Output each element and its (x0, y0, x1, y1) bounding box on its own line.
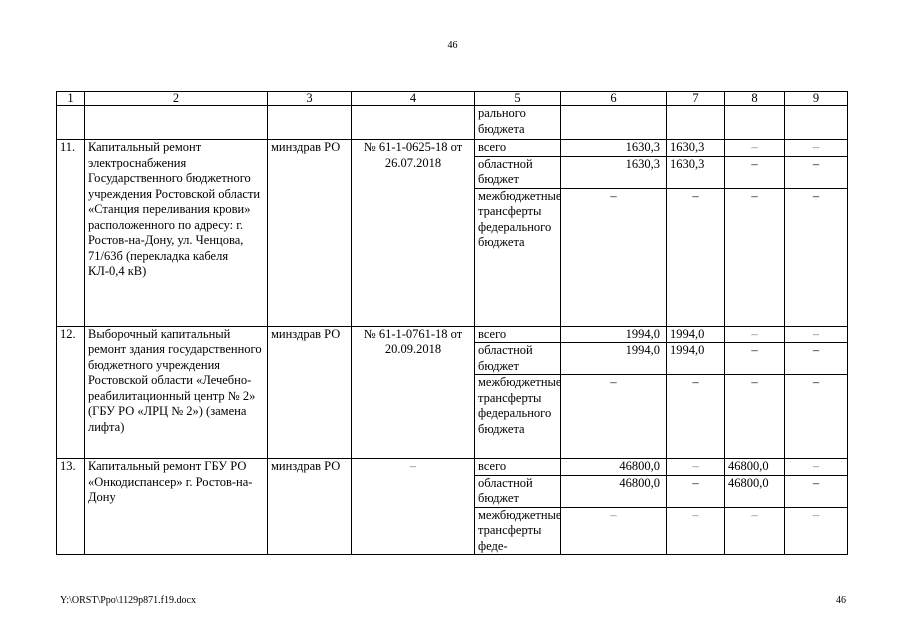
value-cell: – (667, 475, 725, 507)
value-cell: – (785, 343, 848, 375)
value-cell: – (785, 188, 848, 326)
header-row (57, 92, 848, 106)
value-cell: – (725, 375, 785, 459)
kind-cell: областной бюджет (475, 475, 561, 507)
kind-cell: всего (475, 140, 561, 157)
value-cell: – (725, 343, 785, 375)
value-cell: – (785, 475, 848, 507)
footer-file-path: Y:\ORST\Ppo\1129p871.f19.docx (60, 595, 196, 606)
value-cell: 1630,3 (667, 156, 725, 188)
value-cell: – (785, 375, 848, 459)
expertise-doc: – (352, 459, 475, 555)
value-cell: 1994,0 (667, 326, 725, 343)
value-cell: 1994,0 (561, 343, 667, 375)
value-cell: – (667, 459, 725, 476)
value-cell: – (667, 507, 725, 555)
expertise-doc: № 61-1-0625-18 от 26.07.2018 (352, 140, 475, 327)
value-cell: – (725, 326, 785, 343)
header-cell: 7 (667, 92, 725, 106)
object-name: Капитальный ремонт электроснабжения Государственного бюджетного учреждения Ростовской области «Станция переливания крови» расположенного по адресу: г. Ростов-на-Дону, ул. Ченцова, 71/63б (перекладка кабеля КЛ-0,4 кВ) (85, 140, 268, 327)
value-cell: – (725, 188, 785, 326)
kind-cell: всего (475, 459, 561, 476)
kind-cell: областной бюджет (475, 343, 561, 375)
footer-page-number: 46 (836, 595, 846, 606)
value-cell: 1630,3 (561, 156, 667, 188)
value-cell: – (785, 326, 848, 343)
value-cell: – (561, 188, 667, 326)
header-cell: 9 (785, 92, 848, 106)
value-cell: 46800,0 (725, 459, 785, 476)
table-row (57, 326, 848, 343)
object-name: Выборочный капитальный ремонт здания государственного бюджетного учреждения Ростовской области «Лечебно-реабилитационный центр № 2» (ГБУ РО «ЛРЦ № 2») (замена лифта) (85, 326, 268, 459)
financing-table (56, 91, 848, 555)
header-cell: 1 (57, 92, 85, 106)
row-number: 12. (57, 326, 85, 459)
value-cell: – (785, 507, 848, 555)
customer: минздрав РО (268, 459, 352, 555)
kind-cell: областной бюджет (475, 156, 561, 188)
value-cell: – (667, 375, 725, 459)
table-row (57, 140, 848, 157)
row-number: 11. (57, 140, 85, 327)
header-cell: 6 (561, 92, 667, 106)
kind-cell: межбюджетные трансферты феде- (475, 507, 561, 555)
value-cell: 1994,0 (667, 343, 725, 375)
expertise-doc: № 61-1-0761-18 от 20.09.2018 (352, 326, 475, 459)
value-cell: – (561, 375, 667, 459)
value-cell: 1994,0 (561, 326, 667, 343)
customer: минздрав РО (268, 140, 352, 327)
value-cell: – (725, 156, 785, 188)
header-cell: 4 (352, 92, 475, 106)
kind-cell: межбюджетные трансферты федерального бюджета (475, 375, 561, 459)
value-cell: – (725, 507, 785, 555)
kind-cell: рального бюджета (475, 106, 561, 140)
value-cell: 46800,0 (561, 459, 667, 476)
value-cell: – (561, 507, 667, 555)
header-cell: 3 (268, 92, 352, 106)
customer: минздрав РО (268, 326, 352, 459)
value-cell: – (785, 140, 848, 157)
kind-cell: всего (475, 326, 561, 343)
value-cell: – (667, 188, 725, 326)
value-cell: – (725, 140, 785, 157)
header-cell: 5 (475, 92, 561, 106)
page-number-top: 46 (447, 40, 458, 51)
value-cell: – (785, 459, 848, 476)
row-number: 13. (57, 459, 85, 555)
continuation-row (57, 106, 848, 140)
header-cell: 2 (85, 92, 268, 106)
object-name: Капитальный ремонт ГБУ РО «Онкодиспансер» г. Ростов-на-Дону (85, 459, 268, 555)
value-cell: – (785, 156, 848, 188)
value-cell: 46800,0 (725, 475, 785, 507)
table-row (57, 459, 848, 476)
value-cell: 46800,0 (561, 475, 667, 507)
value-cell: 1630,3 (667, 140, 725, 157)
header-cell: 8 (725, 92, 785, 106)
value-cell: 1630,3 (561, 140, 667, 157)
kind-cell: межбюджетные трансферты федерального бюджета (475, 188, 561, 326)
